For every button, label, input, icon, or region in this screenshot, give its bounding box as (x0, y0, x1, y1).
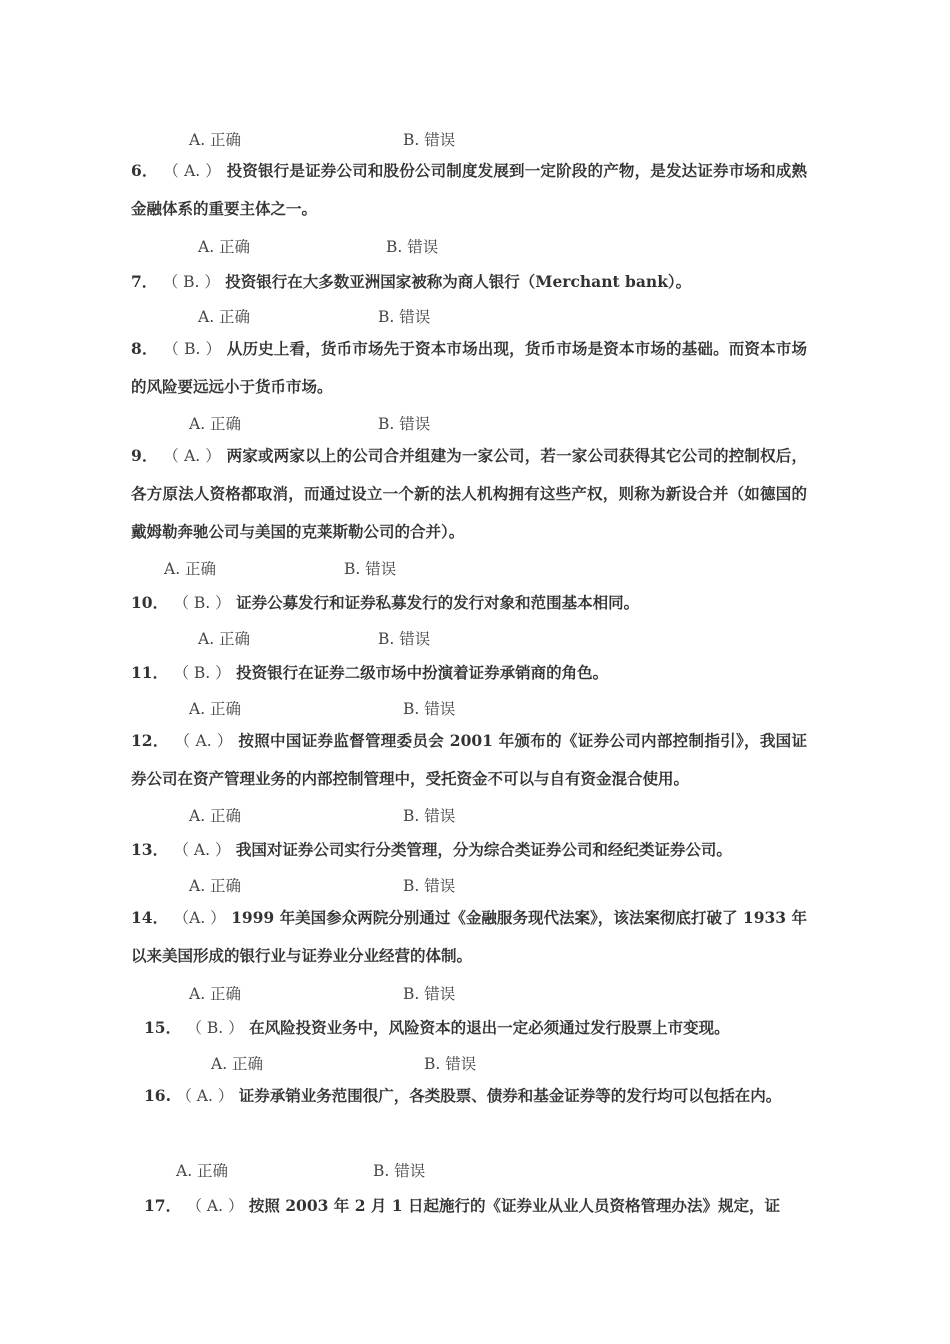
option-b: B. 错误 (403, 985, 456, 1003)
question-number: 13． (131, 840, 169, 859)
question-answer: （ A. ） (163, 447, 222, 465)
question-13 (131, 838, 807, 860)
option-a: A. 正确 (189, 807, 242, 825)
question-14 (131, 899, 807, 975)
question-number: 16. (144, 1086, 171, 1105)
question-number: 9． (131, 446, 158, 465)
option-a: A. 正确 (198, 238, 251, 256)
question-number: 12． (131, 731, 169, 750)
question-text: 1999 年美国参众两院分别通过《金融服务现代法案》，该法案彻底打破了 1933 年以来美国形成的银行业与证券业分业经营的体制。 (131, 908, 807, 965)
question-text: 投资银行是证券公司和股份公司制度发展到一定阶段的产物，是发达证券市场和成熟金融体系的重要主体之一。 (131, 161, 807, 218)
question-11 (131, 661, 807, 683)
question-answer: （ A. ） (163, 162, 222, 180)
question-10 (131, 591, 807, 613)
question-text: 证券承销业务范围很广，各类股票、债券和基金证券等的发行均可以包括在内。 (238, 1086, 782, 1105)
option-a: A. 正确 (164, 560, 217, 578)
question-answer: （ A. ） (173, 841, 231, 859)
question-answer: （A. ） (173, 909, 226, 927)
question-answer: （ B. ） (162, 273, 220, 291)
question-text: 按照中国证券监督管理委员会 2001 年颁布的《证券公司内部控制指引》，我国证券公司在资产管理业务的内部控制管理中，受托资金不可以与自有资金混合使用。 (131, 731, 807, 788)
option-a: A. 正确 (198, 630, 251, 648)
option-a: A. 正确 (198, 308, 251, 326)
option-a: A. 正确 (176, 1162, 229, 1180)
question-text: 按照 2003 年 2 月 1 日起施行的《证券业从业人员资格管理办法》规定，证 (248, 1196, 780, 1215)
question-15 (144, 1016, 807, 1038)
option-a: A. 正确 (211, 1055, 264, 1073)
option-b: B. 错误 (378, 308, 431, 326)
question-text: 从历史上看，货币市场先于资本市场出现，货币市场是资本市场的基础。而资本市场的风险要远远小于货币市场。 (131, 339, 807, 396)
option-b: B. 错误 (403, 877, 456, 895)
question-text: 证券公募发行和证券私募发行的发行对象和范围基本相同。 (236, 593, 640, 612)
question-text: 在风险投资业务中，风险资本的退出一定必须通过发行股票上市变现。 (249, 1018, 730, 1037)
question-number: 15． (144, 1018, 182, 1037)
question-number: 14． (131, 908, 169, 927)
option-b: B. 错误 (344, 560, 397, 578)
option-b: B. 错误 (378, 415, 431, 433)
question-number: 17． (144, 1196, 182, 1215)
option-b: B. 错误 (403, 807, 456, 825)
question-answer: （ B. ） (173, 594, 231, 612)
option-a: A. 正确 (189, 131, 242, 149)
question-text: 投资银行在大多数亚洲国家被称为商人银行（Merchant bank）。 (225, 272, 692, 291)
question-answer: （ B. ） (186, 1019, 244, 1037)
question-number: 7． (131, 272, 158, 291)
question-answer: （ B. ） (173, 664, 231, 682)
question-number: 8． (131, 339, 158, 358)
question-17 (144, 1194, 807, 1216)
question-9 (131, 437, 807, 551)
option-b: B. 错误 (373, 1162, 426, 1180)
option-a: A. 正确 (189, 877, 242, 895)
option-b: B. 错误 (424, 1055, 477, 1073)
option-b: B. 错误 (403, 131, 456, 149)
question-text: 我国对证券公司实行分类管理，分为综合类证券公司和经纪类证券公司。 (235, 840, 732, 859)
question-8 (131, 330, 807, 406)
option-a: A. 正确 (189, 415, 242, 433)
option-a: A. 正确 (189, 700, 242, 718)
question-text: 两家或两家以上的公司合并组建为一家公司，若一家公司获得其它公司的控制权后，各方原法人资格都取消，而通过设立一个新的法人机构拥有这些产权，则称为新设合并（如德国的戴姆勒奔驰公司与美国的克莱斯勒公司的合并）。 (131, 446, 807, 541)
question-number: 6． (131, 161, 158, 180)
question-12 (131, 722, 807, 798)
question-answer: （ A. ） (174, 732, 233, 750)
question-text: 投资银行在证券二级市场中扮演着证券承销商的角色。 (236, 663, 609, 682)
question-16 (144, 1077, 807, 1115)
option-a: A. 正确 (189, 985, 242, 1003)
question-answer: （ A. ） (186, 1197, 244, 1215)
question-answer: （ B. ） (163, 340, 222, 358)
option-b: B. 错误 (386, 238, 439, 256)
question-answer: （ A. ） (176, 1087, 234, 1105)
question-number: 10． (131, 593, 169, 612)
question-7 (131, 270, 807, 292)
question-number: 11． (131, 663, 169, 682)
option-b: B. 错误 (403, 700, 456, 718)
question-6 (131, 152, 807, 228)
option-b: B. 错误 (378, 630, 431, 648)
